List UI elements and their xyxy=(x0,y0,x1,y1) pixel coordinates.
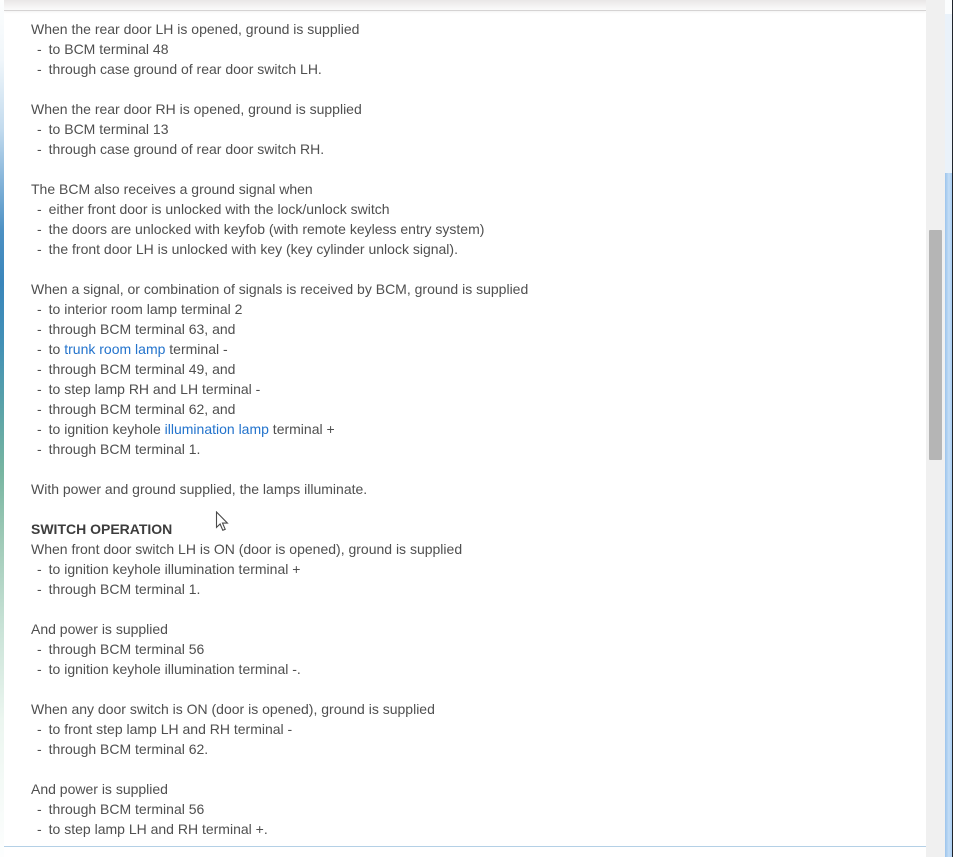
text-segment: to interior room lamp terminal 2 xyxy=(48,301,243,317)
bullet-dash: - xyxy=(37,561,42,577)
text-segment: to ignition keyhole illumination terminal + xyxy=(48,561,301,577)
text-segment: to step lamp LH and RH terminal +. xyxy=(48,821,268,837)
text-line xyxy=(31,19,926,39)
text-segment: through BCM terminal 62. xyxy=(48,741,209,757)
paragraph xyxy=(31,179,926,259)
text-segment: to step lamp RH and LH terminal - xyxy=(48,381,261,397)
bullet-line xyxy=(31,719,926,739)
text-segment: And power is supplied xyxy=(31,621,168,637)
paragraph xyxy=(31,699,926,759)
bullet-line xyxy=(31,339,926,359)
bullet-line xyxy=(31,239,926,259)
bullet-dash: - xyxy=(37,221,42,237)
text-segment: to front step lamp LH and RH terminal - xyxy=(48,721,293,737)
paragraph xyxy=(31,619,926,679)
text-line xyxy=(31,539,926,559)
bullet-dash: - xyxy=(37,721,42,737)
bullet-line xyxy=(31,399,926,419)
bullet-dash: - xyxy=(37,641,42,657)
bullet-dash: - xyxy=(37,341,42,357)
text-segment: terminal + xyxy=(268,421,335,437)
bullet-line xyxy=(31,559,926,579)
paragraph xyxy=(31,779,926,839)
content-scrollbar[interactable] xyxy=(926,0,945,857)
text-line xyxy=(31,699,926,719)
text-segment: the front door LH is unlocked with key (key cylinder unlock signal). xyxy=(48,241,458,257)
content-bottom-divider xyxy=(4,846,926,847)
bullet-dash: - xyxy=(37,141,42,157)
text-segment: terminal - xyxy=(165,341,228,357)
paragraph xyxy=(31,519,926,599)
bullet-line xyxy=(31,219,926,239)
bullet-dash: - xyxy=(37,41,42,57)
bullet-dash: - xyxy=(37,321,42,337)
toolbar-bottom-edge xyxy=(4,0,926,11)
bullet-line xyxy=(31,319,926,339)
text-segment: And power is supplied xyxy=(31,781,168,797)
text-segment: When the rear door RH is opened, ground is supplied xyxy=(31,101,362,117)
text-segment: to BCM terminal 13 xyxy=(48,121,169,137)
text-segment: When a signal, or combination of signals is received by BCM, ground is supplied xyxy=(31,281,529,297)
text-segment: through BCM terminal 63, and xyxy=(48,321,236,337)
paragraph xyxy=(31,99,926,159)
bullet-line xyxy=(31,139,926,159)
bullet-line xyxy=(31,579,926,599)
bullet-dash: - xyxy=(37,421,42,437)
bullet-dash: - xyxy=(37,801,42,817)
text-segment: With power and ground supplied, the lamps illuminate. xyxy=(31,481,368,497)
bullet-line xyxy=(31,419,926,439)
document-content xyxy=(4,11,926,857)
text-segment: When the rear door LH is opened, ground is supplied xyxy=(31,21,360,37)
text-segment: to BCM terminal 48 xyxy=(48,41,169,57)
page-scrollbar[interactable] xyxy=(945,0,952,857)
text-segment: The BCM also receives a ground signal when xyxy=(31,181,313,197)
illumination-lamp-link[interactable]: illumination lamp xyxy=(164,421,269,437)
bullet-dash: - xyxy=(37,241,42,257)
text-segment: through BCM terminal 62, and xyxy=(48,401,236,417)
trunk-room-lamp-link[interactable]: trunk room lamp xyxy=(64,341,166,357)
text-line xyxy=(31,179,926,199)
background-page-edge xyxy=(0,0,4,857)
bullet-line xyxy=(31,379,926,399)
bullet-line xyxy=(31,359,926,379)
text-segment: either front door is unlocked with the lock/unlock switch xyxy=(48,201,390,217)
bullet-line xyxy=(31,119,926,139)
bullet-dash: - xyxy=(37,441,42,457)
paragraph xyxy=(31,479,926,499)
bullet-line xyxy=(31,659,926,679)
bullet-dash: - xyxy=(37,61,42,77)
text-segment: through BCM terminal 1. xyxy=(48,581,201,597)
paragraph xyxy=(31,279,926,459)
bullet-line xyxy=(31,59,926,79)
bullet-line xyxy=(31,299,926,319)
paragraph xyxy=(31,19,926,79)
page-scrollbar-thumb[interactable] xyxy=(945,173,952,857)
text-segment: the doors are unlocked with keyfob (with remote keyless entry system) xyxy=(48,221,485,237)
bullet-dash: - xyxy=(37,741,42,757)
bullet-dash: - xyxy=(37,121,42,137)
text-line xyxy=(31,619,926,639)
text-segment: When any door switch is ON (door is opened), ground is supplied xyxy=(31,701,435,717)
text-segment: When front door switch LH is ON (door is opened), ground is supplied xyxy=(31,541,463,557)
bullet-line xyxy=(31,199,926,219)
paragraph-list xyxy=(31,19,926,839)
bullet-dash: - xyxy=(37,361,42,377)
bullet-dash: - xyxy=(37,401,42,417)
bullet-dash: - xyxy=(37,661,42,677)
text-segment: to ignition keyhole xyxy=(48,421,165,437)
text-segment: to ignition keyhole illumination terminal -. xyxy=(48,661,301,677)
mouse-cursor xyxy=(215,511,229,532)
text-segment: through BCM terminal 1. xyxy=(48,441,201,457)
bullet-dash: - xyxy=(37,301,42,317)
text-line xyxy=(31,779,926,799)
text-segment: through BCM terminal 56 xyxy=(48,801,205,817)
bullet-dash: - xyxy=(37,821,42,837)
text-segment: through BCM terminal 49, and xyxy=(48,361,236,377)
bullet-dash: - xyxy=(37,201,42,217)
bullet-line xyxy=(31,39,926,59)
text-segment: through BCM terminal 56 xyxy=(48,641,205,657)
bullet-dash: - xyxy=(37,581,42,597)
text-line xyxy=(31,479,926,499)
text-segment: SWITCH OPERATION xyxy=(31,521,173,537)
content-scrollbar-thumb[interactable] xyxy=(929,230,942,460)
bullet-dash: - xyxy=(37,381,42,397)
text-line xyxy=(31,99,926,119)
bullet-line xyxy=(31,439,926,459)
bullet-line xyxy=(31,639,926,659)
text-segment: through case ground of rear door switch LH. xyxy=(48,61,322,77)
bullet-line xyxy=(31,799,926,819)
section-heading xyxy=(31,519,926,539)
text-segment: through case ground of rear door switch RH. xyxy=(48,141,325,157)
text-line xyxy=(31,279,926,299)
bullet-line xyxy=(31,819,926,839)
bullet-line xyxy=(31,739,926,759)
text-segment: to xyxy=(48,341,65,357)
